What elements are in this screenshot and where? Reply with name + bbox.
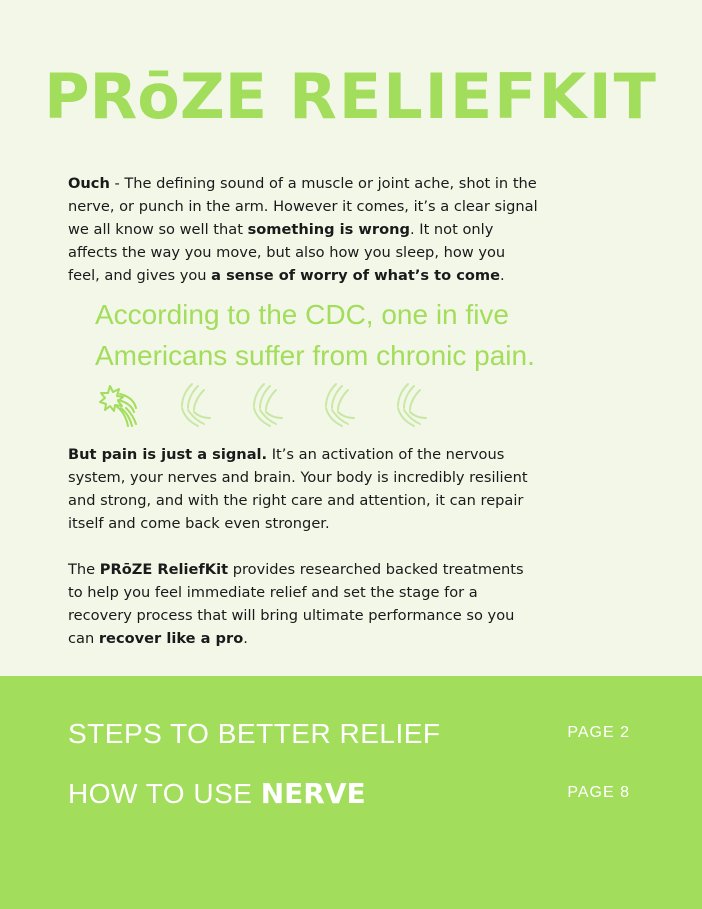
toc-item-how-to-use-nerve[interactable] <box>68 773 634 813</box>
kit-text-1: The <box>68 561 100 578</box>
kit-bold-2: recover like a pro <box>98 630 244 647</box>
page-title <box>0 62 702 132</box>
pull-quote <box>95 294 615 376</box>
toc-label: HOW TO USE NERVE <box>68 776 366 810</box>
intro-lead: Ouch <box>68 175 110 192</box>
brand-name: PRōZE <box>44 60 268 133</box>
toc-page-number: PAGE 8 <box>567 784 630 801</box>
joint-icon <box>242 378 284 430</box>
intro-text-3: . <box>500 267 505 284</box>
intro-text-2: . It not only affects the way you move, but also how you sleep, how you feel, and gives you <box>68 221 506 284</box>
kit-paragraph <box>68 558 538 650</box>
toc-page-number: PAGE 2 <box>567 724 630 741</box>
signal-text: It’s an activation of the nervous system, your nerves and brain. Your body is incredibly resilient and strong, and with the right care and attention, it can repair itself and come back even stronger. <box>68 446 528 532</box>
quote-line-2: Americans suffer from chronic pain. <box>95 340 535 371</box>
statistic-icon-row <box>98 378 428 430</box>
kit-bold-1: PRōZE ReliefKit <box>99 561 229 578</box>
pain-joint-icon <box>98 378 140 430</box>
intro-bold-2: a sense of worry of what’s to come <box>211 267 501 284</box>
joint-icon <box>170 378 212 430</box>
intro-paragraph <box>68 172 538 287</box>
kit-text-2: provides researched backed treatments to help you feel immediate relief and set the stage for a recovery process that will bring ultimate performance so you can <box>68 561 524 647</box>
signal-paragraph <box>68 443 538 535</box>
quote-line-1: According to the CDC, one in five <box>95 299 509 330</box>
intro-text-1: - The defining sound of a muscle or joint ache, shot in the nerve, or punch in the arm. However it comes, it’s a clear signal we all know so well that <box>68 175 538 238</box>
intro-bold-1: something is wrong <box>247 221 410 238</box>
toc-item-steps-to-better-relief[interactable] <box>68 713 634 753</box>
product-name: RELIEFKIT <box>289 60 658 133</box>
joint-icon <box>314 378 356 430</box>
toc-emphasis: NERVE <box>260 776 366 810</box>
toc-label: STEPS TO BETTER RELIEF <box>68 717 441 749</box>
joint-icon <box>386 378 428 430</box>
signal-bold: But pain is just a signal. <box>68 446 268 463</box>
kit-text-3: . <box>243 630 248 647</box>
